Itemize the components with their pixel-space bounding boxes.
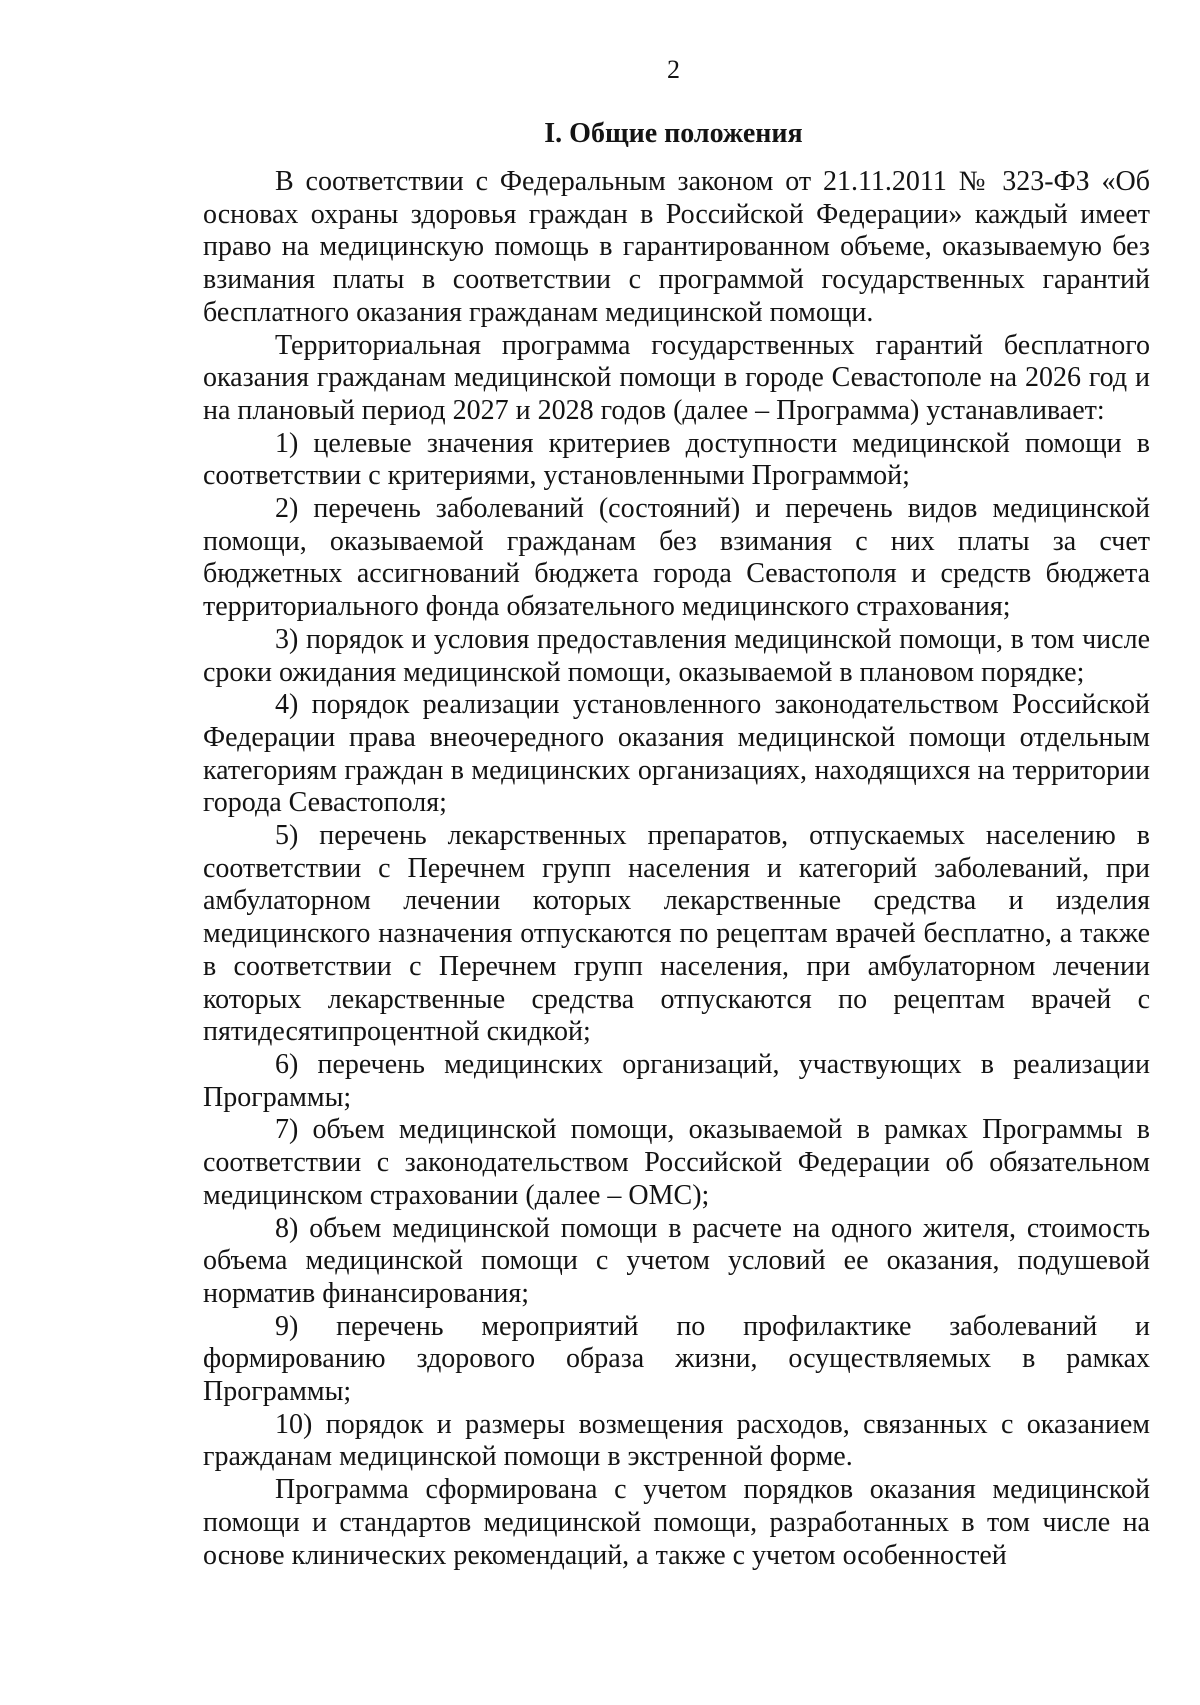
document-body bbox=[203, 166, 1150, 1572]
list-item-5: 5) перечень лекарственных препаратов, отпускаемых населению в соответствии с Перечнем групп населения и категорий заболеваний, при амбулаторном лечении которых лекарственные средства и изделия медицинского назначения отпускаются по рецептам врачей бесплатно, а также в соответствии с Перечнем групп населения, при амбулаторном лечении которых лекарственные средства отпускаются по рецептам врачей с пятидесятипроцентной скидкой; bbox=[203, 820, 1150, 1048]
list-item-7: 7) объем медицинской помощи, оказываемой в рамках Программы в соответствии с законодательством Российской Федерации об обязательном медицинском страховании (далее – ОМС); bbox=[203, 1114, 1150, 1211]
paragraph-intro: В соответствии с Федеральным законом от 21.11.2011 № 323-ФЗ «Об основах охраны здоровья граждан в Российской Федерации» каждый имеет право на медицинскую помощь в гарантированном объеме, оказываемую без взимания платы в соответствии с программой государственных гарантий бесплатного оказания гражданам медицинской помощи. bbox=[203, 166, 1150, 328]
paragraph-program-establishes: Территориальная программа государственных гарантий бесплатного оказания гражданам медицинской помощи в городе Севастополе на 2026 год и на плановый период 2027 и 2028 годов (далее – Программа) устанавливает: bbox=[203, 329, 1150, 426]
list-item-3: 3) порядок и условия предоставления медицинской помощи, в том числе сроки ожидания медицинской помощи, оказываемой в плановом порядке; bbox=[203, 623, 1150, 688]
list-item-10: 10) порядок и размеры возмещения расходов, связанных с оказанием гражданам медицинской помощи в экстренной форме. bbox=[203, 1408, 1150, 1473]
list-item-4: 4) порядок реализации установленного законодательством Российской Федерации права внеочередного оказания медицинской помощи отдельным категориям граждан в медицинских организациях, находящихся на территории города Севастополя; bbox=[203, 689, 1150, 819]
list-item-2: 2) перечень заболеваний (состояний) и перечень видов медицинской помощи, оказываемой гражданам без взимания с них платы за счет бюджетных ассигнований бюджета города Севастополя и средств бюджета территориального фонда обязательного медицинского страхования; bbox=[203, 493, 1150, 623]
list-item-9: 9) перечень мероприятий по профилактике заболеваний и формированию здорового образа жизни, осуществляемых в рамках Программы; bbox=[203, 1310, 1150, 1408]
list-item-8: 8) объем медицинской помощи в расчете на одного жителя, стоимость объема медицинской помощи с учетом условий ее оказания, подушевой норматив финансирования; bbox=[203, 1212, 1150, 1309]
paragraph-program-formed: Программа сформирована с учетом порядков оказания медицинской помощи и стандартов медицинской помощи, разработанных в том числе на основе клинических рекомендаций, а также с учетом особенностей bbox=[203, 1474, 1150, 1571]
list-item-6: 6) перечень медицинских организаций, участвующих в реализации Программы; bbox=[203, 1048, 1150, 1113]
section-heading: I. Общие положения bbox=[544, 118, 803, 149]
page-number: 2 bbox=[667, 55, 680, 84]
list-item-1: 1) целевые значения критериев доступности медицинской помощи в соответствии с критериями, установленными Программой; bbox=[203, 427, 1150, 492]
